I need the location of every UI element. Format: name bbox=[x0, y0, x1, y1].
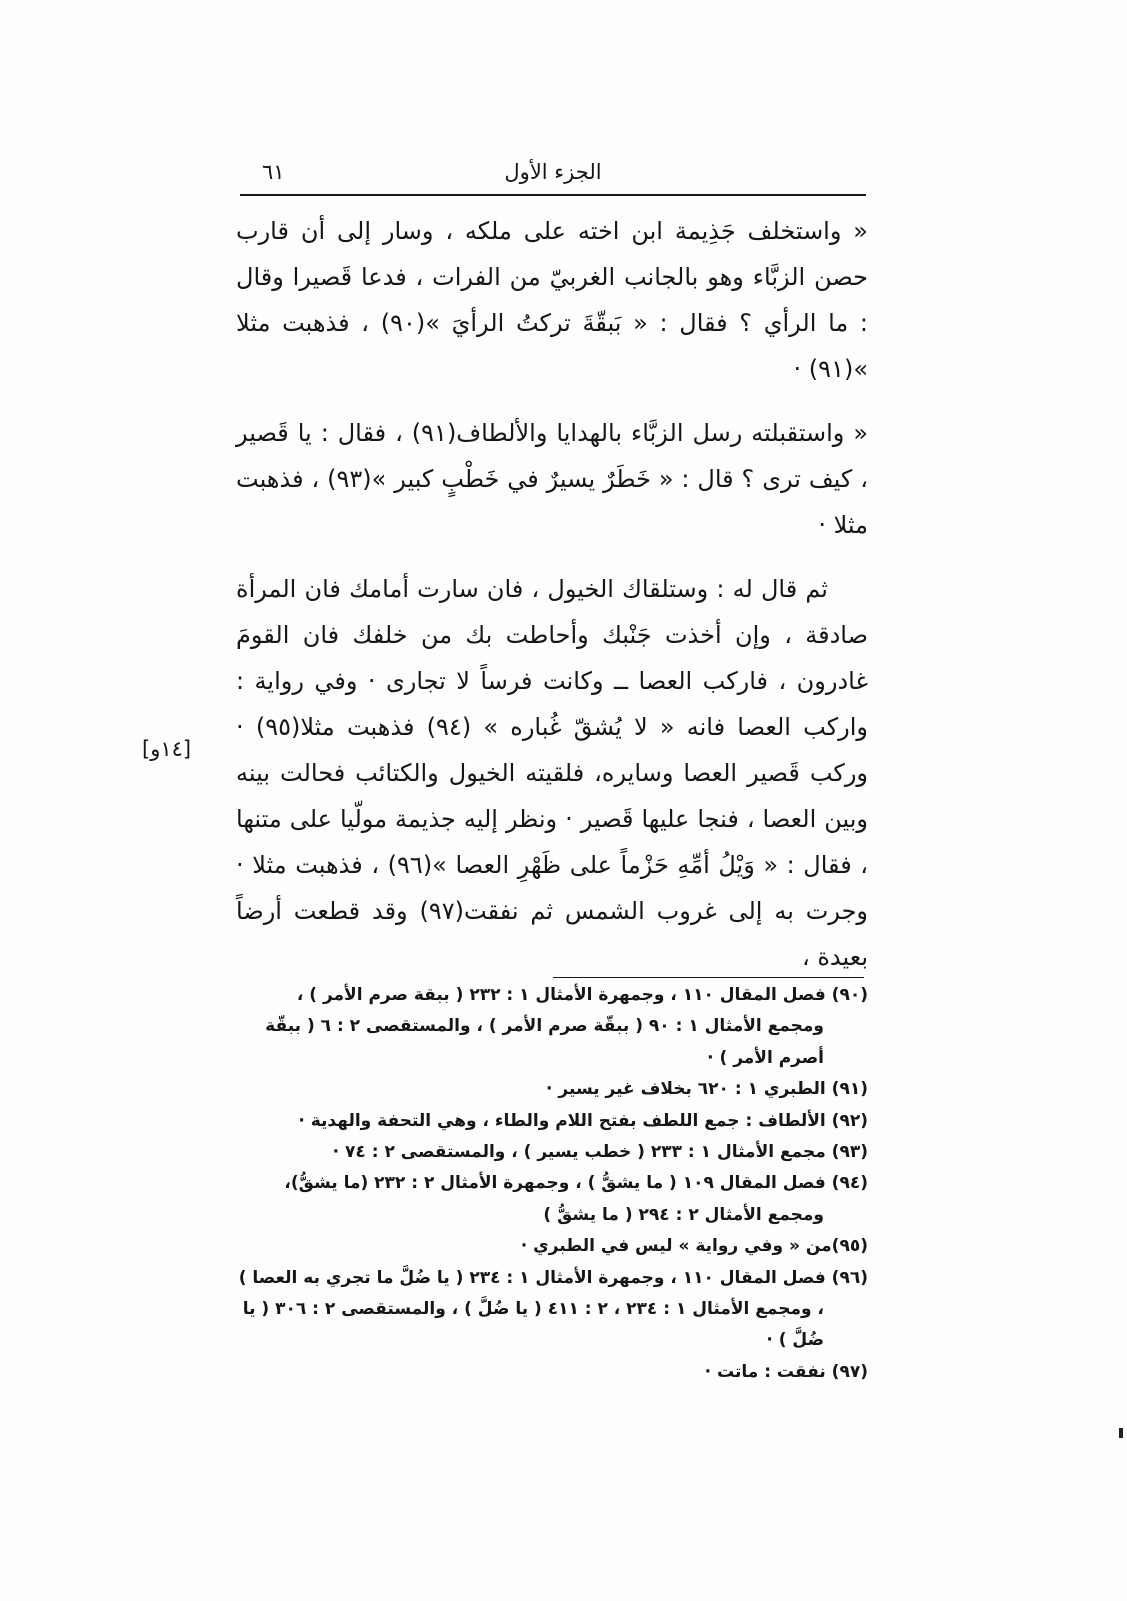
footnote: (٩٤) فصل المقال ١٠٩ ( ما يشقُّ ) ، وجمهرة الأمثال ٢ : ٢٣٢ (ما يشقُّ)، ومجمع الأمثال ٢ : ٢٩٤ ( ما يشقُّ ) bbox=[284, 1173, 868, 1225]
footnote: (٩٥)من « وفي رواية » ليس في الطبري · bbox=[520, 1236, 868, 1257]
footnote-separator bbox=[553, 977, 864, 978]
footnotes bbox=[236, 980, 868, 1388]
footnote: (٩٣) مجمع الأمثال ١ : ٢٣٣ ( خطب يسير ) ، والمستقصى ٢ : ٧٤ · bbox=[332, 1142, 868, 1163]
main-text bbox=[236, 208, 868, 998]
footnote: (٩٠) فصل المقال ١١٠ ، وجمهرة الأمثال ١ : ٢٣٢ ( ببقة صرم الأمر ) ، ومجمع الأمثال ١ : ٩٠ ( ببقّة صرم الأمر ) ، والمستقصى ٢ : ٦ ( ببقّة أصرم الأمر ) · bbox=[265, 985, 868, 1068]
paragraph: ثم قال له : وستلقاك الخيول ، فان سارت أمامك فان المرأة صادقة ، وإن أخذت جَنْبك وأحاطت بك من خلفك فان القومَ غادرون ، فاركب العصا ــ وكانت فرساً لا تجارى · وفي رواية : واركب العصا فانه « لا يُشقّ غُباره » (٩٤) فذهبت مثلا(٩٥) · وركب قَصير العصا وسايره، فلقيته الخيول والكتائب فحالت بينه وبين العصا ، فنجا عليها قَصير · ونظر إليه جذيمة مولّيا على متنها ، فقال : « وَيْلُ أمِّهِ حَزْماً على ظَهْرِ العصا »(٩٦) ، فذهبت مثلا · وجرت به إلى غروب الشمس ثم نفقت(٩٧) وقد قطعت أرضاً بعيدة ، bbox=[236, 575, 869, 971]
folio-margin-note: [١٤و] bbox=[142, 737, 192, 761]
page-header bbox=[240, 158, 866, 196]
footnote: (٩١) الطبري ١ : ٦٢٠ بخلاف غير يسير · bbox=[546, 1079, 868, 1100]
paragraph: « واستقبلته رسل الزبَّاء بالهدايا والألطاف(٩١) ، فقال : يا قَصير ، كيف ترى ؟ قال : « خَطَرٌ يسيرٌ في خَطْبٍ كبير »(٩٣) ، فذهبت مثلا · bbox=[236, 419, 868, 539]
footnote: (٩٦) فصل المقال ١١٠ ، وجمهرة الأمثال ١ : ٢٣٤ ( يا ضُلَّ ما تجري به العصا ) ، ومجمع الأمثال ١ : ٢٣٤ ، ٢ : ٤١١ ( يا ضُلَّ ) ، والمستقصى ٢ : ٣٠٦ ( يا ضُلَّ ) · bbox=[238, 1267, 868, 1351]
paragraph: « واستخلف جَذِيمة ابن اخته على ملكه ، وسار إلى أن قارب حصن الزبَّاء وهو بالجانب الغربيّ من الفرات ، فدعا قَصيرا وقال : ما الرأي ؟ فقال : « بَبقّةَ تركتُ الرأيَ »(٩٠) ، فذهبت مثلا »(٩١) · bbox=[236, 217, 868, 383]
footnote: (٩٧) نفقت : ماتت · bbox=[704, 1361, 868, 1382]
footnote: (٩٢) الألطاف : جمع اللطف بفتح اللام والطاء ، وهي التحفة والهدية · bbox=[298, 1110, 868, 1131]
running-head: الجزء الأول bbox=[504, 160, 602, 184]
scan-edge-mark bbox=[1119, 1428, 1123, 1438]
page-number: ٦١ bbox=[262, 160, 285, 184]
